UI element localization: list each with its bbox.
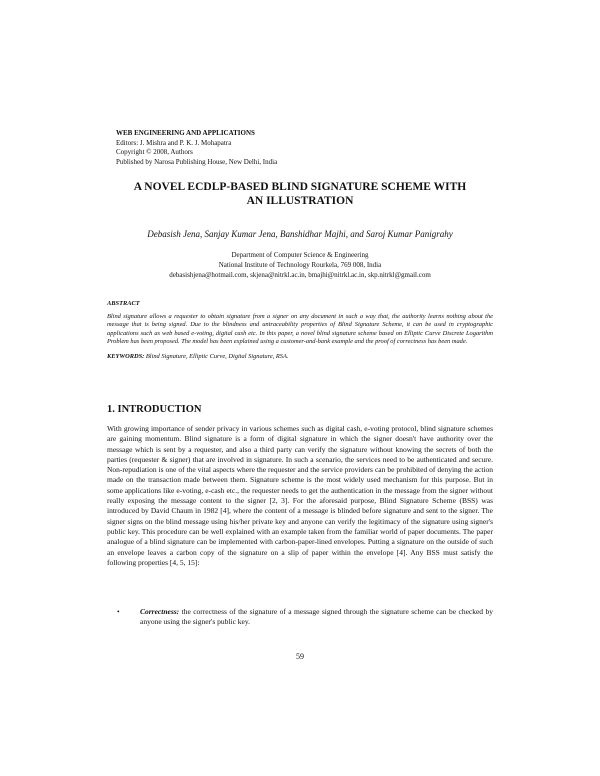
- affiliation: [80, 250, 520, 280]
- author-list: Debasish Jena, Sanjay Kumar Jena, Banshidhar Majhi, and Saroj Kumar Panigrahy: [147, 229, 453, 239]
- property-list-item: [107, 607, 493, 628]
- title-line-1: A NOVEL ECDLP-BASED BLIND SIGNATURE SCHEME WITH: [133, 181, 467, 193]
- property-term: Correctness:: [140, 607, 180, 616]
- bullet-icon: •: [117, 607, 120, 616]
- introduction-paragraph: With growing importance of sender privacy in various schemes such as digital cash, e-voting protocol, blind signature schemes are gaining momentum. Blind signature is a form of digital signature in which the signer doesn't have authority over the message which is sent by a requester, and also a third party can verify the signature without knowing the secrets of both the parties (requester & signer) that are involved in signature. In such a scenario, the services need to be authenticated and secure. Non-repudiation is one of the vital aspects where the requester and the service providers can be prohibited of denying the action made on the transaction made between them. Signature scheme is the most widely used mechanism for this purpose. But in some applications like e-voting, e-cash etc., the requester needs to get the authentication in the message from the signer without really exposing the message content to the signer [2, 3]. For the aforesaid purpose, Blind Signature Scheme (BSS) was introduced by David Chaum in 1982 [4], where the content of a message is blinded before signature and sent to the signer. The signer signs on the blind message using his/her private key and anyone can verify the legitimacy of the signature using signer's public key. This procedure can be well explained with an example taken from the familiar world of paper documents. The paper analogue of a blind signature can be implemented with carbon-paper-lined envelopes. Putting a signature on the outside of such an envelope leaves a carbon copy of the signature on a slip of paper within the envelope [4]. Any BSS must satisfy the following properties [4, 5, 15]:: [107, 424, 493, 567]
- abstract-text: Blind signature allows a requester to obtain signature from a signer on any document in such a way that, the authority learns nothing about the message that is being signed. Due to the blindness and untraceability properties of Blind Signature Scheme, it can be used in cryptographic applications such as web based e-voting, digital cash etc. In this paper, a novel blind signature scheme based on Elliptic Curve Discrete Logarithm Problem has been proposed. The model has been explained using a customer-and-bank example and the proof of correctness has been made.: [107, 312, 493, 346]
- title-line-2: AN ILLUSTRATION: [246, 195, 354, 207]
- institution: National Institute of Technology Rourkela, 769 008, India: [218, 261, 382, 269]
- paper-title: [80, 180, 520, 208]
- series-title: WEB ENGINEERING AND APPLICATIONS: [116, 129, 255, 137]
- publisher-line: Published by Narosa Publishing House, New Delhi, India: [116, 157, 278, 166]
- section-heading-introduction: 1. INTRODUCTION: [107, 404, 202, 415]
- editors-line: Editors: J. Mishra and P. K. J. Mohapatra: [116, 138, 232, 147]
- property-text: [140, 607, 493, 628]
- keywords-label: KEYWORDS:: [107, 352, 145, 360]
- keywords-text: Blind Signature, Elliptic Curve, Digital Signature, RSA.: [145, 352, 289, 360]
- keywords-line: [107, 353, 493, 362]
- page-number: 59: [296, 652, 304, 661]
- property-description: the correctness of the signature of a message signed through the signature scheme can be checked by anyone using the signer's public key.: [140, 607, 493, 627]
- abstract-section: [107, 300, 493, 362]
- abstract-heading: ABSTRACT: [107, 300, 140, 307]
- copyright-line: Copyright © 2008, Authors: [116, 148, 193, 156]
- publication-info: [116, 129, 277, 167]
- department: Department of Computer Science & Engineering: [231, 251, 369, 259]
- author-emails: debasishjena@hotmail.com, skjena@nitrkl.ac.in, bmajhi@nitrkl.ac.in, skp.nitrkl@gmail.com: [169, 271, 431, 279]
